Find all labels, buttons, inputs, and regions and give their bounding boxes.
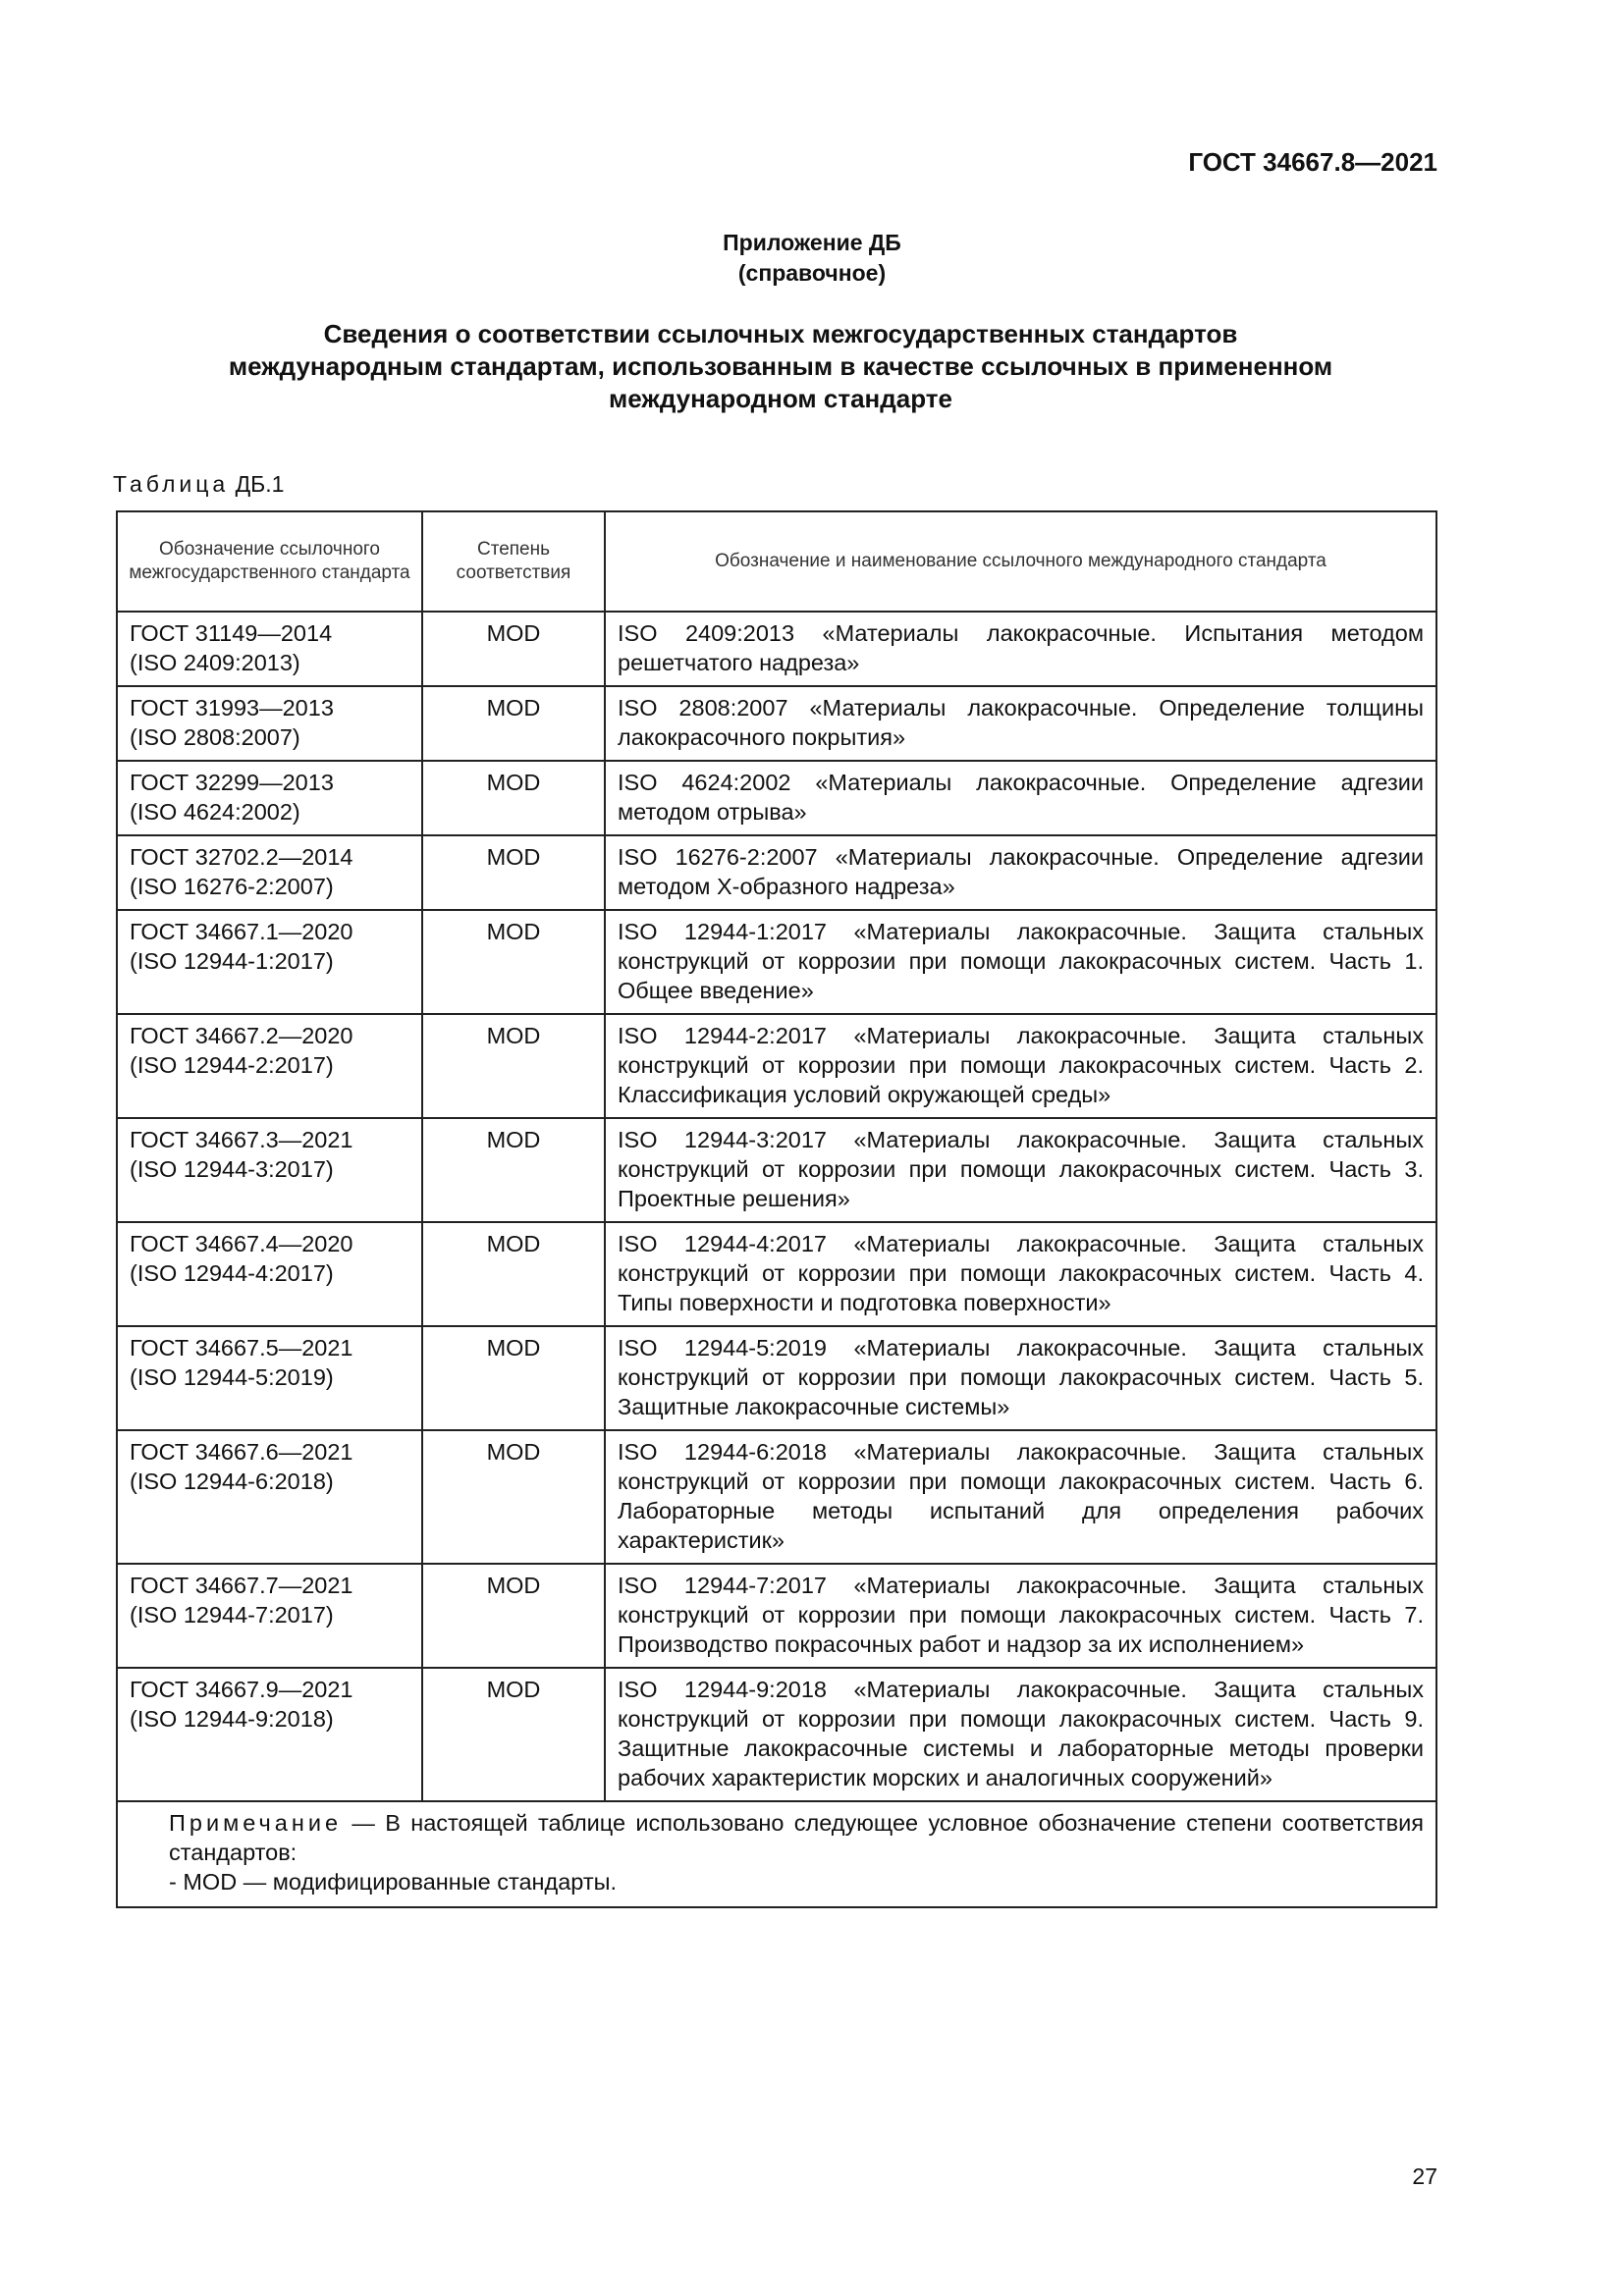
annex-heading — [118, 318, 1443, 415]
gost-iso-equivalent: (ISO 12944-5:2019) — [130, 1364, 334, 1390]
gost-cell — [117, 1118, 422, 1222]
table-caption-number: ДБ.1 — [235, 471, 285, 497]
iso-standard-cell: ISO 12944-5:2019 «Материалы лакокрасочные. Защита стальных конструкций от коррозии при помощи лакокрасочных систем. Часть 5. Защитные лакокрасочные системы» — [605, 1326, 1436, 1430]
iso-standard-cell: ISO 12944-9:2018 «Материалы лакокрасочные. Защита стальных конструкций от коррозии при помощи лакокрасочных систем. Часть 9. Защитные лакокрасочные системы и лабораторные методы проверки рабочих характеристик морских и аналогичных сооружений» — [605, 1668, 1436, 1801]
note-text: — В настоящей таблице использовано следующее условное обозначение степени соответствия стандартов: — [169, 1810, 1424, 1865]
iso-standard-cell: ISO 12944-1:2017 «Материалы лакокрасочные. Защита стальных конструкций от коррозии при помощи лакокрасочных систем. Часть 1. Общее введение» — [605, 910, 1436, 1014]
gost-designation: ГОСТ 31993—2013 — [130, 695, 334, 721]
gost-iso-equivalent: (ISO 2409:2013) — [130, 650, 300, 675]
table-row — [117, 612, 1436, 686]
table-note — [117, 1801, 1436, 1907]
gost-iso-equivalent: (ISO 12944-4:2017) — [130, 1260, 334, 1286]
standards-table — [116, 510, 1437, 1908]
gost-iso-equivalent: (ISO 12944-7:2017) — [130, 1602, 334, 1628]
gost-designation: ГОСТ 32702.2—2014 — [130, 844, 353, 870]
degree-cell: MOD — [422, 1118, 605, 1222]
table-note-row — [117, 1801, 1436, 1907]
gost-designation: ГОСТ 34667.1—2020 — [130, 919, 353, 944]
gost-iso-equivalent: (ISO 12944-9:2018) — [130, 1706, 334, 1732]
table-row — [117, 761, 1436, 835]
gost-designation: ГОСТ 34667.2—2020 — [130, 1023, 353, 1048]
gost-cell — [117, 612, 422, 686]
iso-standard-cell: ISO 2409:2013 «Материалы лакокрасочные. Испытания методом решетчатого надреза» — [605, 612, 1436, 686]
gost-iso-equivalent: (ISO 4624:2002) — [130, 799, 300, 825]
gost-cell — [117, 1430, 422, 1564]
gost-designation: ГОСТ 34667.4—2020 — [130, 1231, 353, 1256]
degree-cell: MOD — [422, 686, 605, 761]
heading-line: международным стандартам, использованным в качестве ссылочных в примененном — [228, 351, 1333, 381]
gost-designation: ГОСТ 34667.3—2021 — [130, 1127, 353, 1152]
gost-cell — [117, 1014, 422, 1118]
table-row — [117, 686, 1436, 761]
table-row — [117, 910, 1436, 1014]
gost-iso-equivalent: (ISO 12944-3:2017) — [130, 1156, 334, 1182]
degree-cell: MOD — [422, 612, 605, 686]
gost-iso-equivalent: (ISO 12944-2:2017) — [130, 1052, 334, 1078]
table-caption — [113, 471, 284, 498]
degree-cell: MOD — [422, 1326, 605, 1430]
table-row — [117, 1430, 1436, 1564]
table-caption-label: Таблица — [113, 471, 230, 497]
gost-cell — [117, 1668, 422, 1801]
table-row — [117, 835, 1436, 910]
gost-iso-equivalent: (ISO 12944-1:2017) — [130, 948, 334, 974]
heading-line: Сведения о соответствии ссылочных межгосударственных стандартов — [323, 319, 1238, 348]
iso-standard-cell: ISO 4624:2002 «Материалы лакокрасочные. Определение адгезии методом отрыва» — [605, 761, 1436, 835]
column-header-iso: Обозначение и наименование ссылочного международного стандарта — [605, 511, 1436, 612]
gost-cell — [117, 1326, 422, 1430]
table-row — [117, 1668, 1436, 1801]
annex-subtitle: (справочное) — [737, 260, 887, 286]
table-row — [117, 1118, 1436, 1222]
degree-cell: MOD — [422, 1222, 605, 1326]
heading-line: международном стандарте — [609, 384, 952, 413]
gost-cell — [117, 835, 422, 910]
gost-designation: ГОСТ 31149—2014 — [130, 620, 333, 646]
table-row — [117, 1014, 1436, 1118]
annex-title-block — [0, 228, 1624, 289]
gost-iso-equivalent: (ISO 16276-2:2007) — [130, 874, 334, 899]
iso-standard-cell: ISO 12944-2:2017 «Материалы лакокрасочные. Защита стальных конструкций от коррозии при помощи лакокрасочных систем. Часть 2. Классификация условий окружающей среды» — [605, 1014, 1436, 1118]
gost-cell — [117, 910, 422, 1014]
degree-cell: MOD — [422, 1430, 605, 1564]
iso-standard-cell: ISO 16276-2:2007 «Материалы лакокрасочные. Определение адгезии методом Х-образного надреза» — [605, 835, 1436, 910]
column-header-gost: Обозначение ссылочного межгосударственного стандарта — [117, 511, 422, 612]
gost-iso-equivalent: (ISO 2808:2007) — [130, 724, 300, 750]
degree-cell: MOD — [422, 835, 605, 910]
iso-standard-cell: ISO 12944-4:2017 «Материалы лакокрасочные. Защита стальных конструкций от коррозии при помощи лакокрасочных систем. Часть 4. Типы поверхности и подготовка поверхности» — [605, 1222, 1436, 1326]
degree-cell: MOD — [422, 910, 605, 1014]
gost-cell — [117, 761, 422, 835]
degree-cell: MOD — [422, 1668, 605, 1801]
annex-title: Приложение ДБ — [723, 230, 901, 255]
column-header-degree: Степень соответствия — [422, 511, 605, 612]
gost-designation: ГОСТ 32299—2013 — [130, 770, 334, 795]
table-row — [117, 1564, 1436, 1668]
note-label: Примечание — [169, 1810, 343, 1836]
page-number: 27 — [1412, 2163, 1437, 2189]
gost-cell — [117, 686, 422, 761]
iso-standard-cell: ISO 12944-3:2017 «Материалы лакокрасочные. Защита стальных конструкций от коррозии при помощи лакокрасочных систем. Часть 3. Проектные решения» — [605, 1118, 1436, 1222]
iso-standard-cell: ISO 12944-7:2017 «Материалы лакокрасочные. Защита стальных конструкций от коррозии при помощи лакокрасочных систем. Часть 7. Производство покрасочных работ и надзор за их исполнением» — [605, 1564, 1436, 1668]
table-header-row — [117, 511, 1436, 612]
iso-standard-cell: ISO 2808:2007 «Материалы лакокрасочные. Определение толщины лакокрасочного покрытия» — [605, 686, 1436, 761]
gost-designation: ГОСТ 34667.5—2021 — [130, 1335, 353, 1361]
degree-cell: MOD — [422, 761, 605, 835]
note-item: - MOD — модифицированные стандарты. — [169, 1869, 618, 1895]
degree-cell: MOD — [422, 1014, 605, 1118]
table-row — [117, 1222, 1436, 1326]
gost-cell — [117, 1564, 422, 1668]
gost-designation: ГОСТ 34667.7—2021 — [130, 1573, 353, 1598]
degree-cell: MOD — [422, 1564, 605, 1668]
iso-standard-cell: ISO 12944-6:2018 «Материалы лакокрасочные. Защита стальных конструкций от коррозии при помощи лакокрасочных систем. Часть 6. Лабораторные методы испытаний для определения рабочих характеристик» — [605, 1430, 1436, 1564]
gost-designation: ГОСТ 34667.6—2021 — [130, 1439, 353, 1465]
gost-designation: ГОСТ 34667.9—2021 — [130, 1677, 353, 1702]
gost-cell — [117, 1222, 422, 1326]
table-body — [117, 612, 1436, 1801]
table-row — [117, 1326, 1436, 1430]
gost-iso-equivalent: (ISO 12944-6:2018) — [130, 1468, 334, 1494]
document-number: ГОСТ 34667.8—2021 — [1188, 147, 1437, 177]
